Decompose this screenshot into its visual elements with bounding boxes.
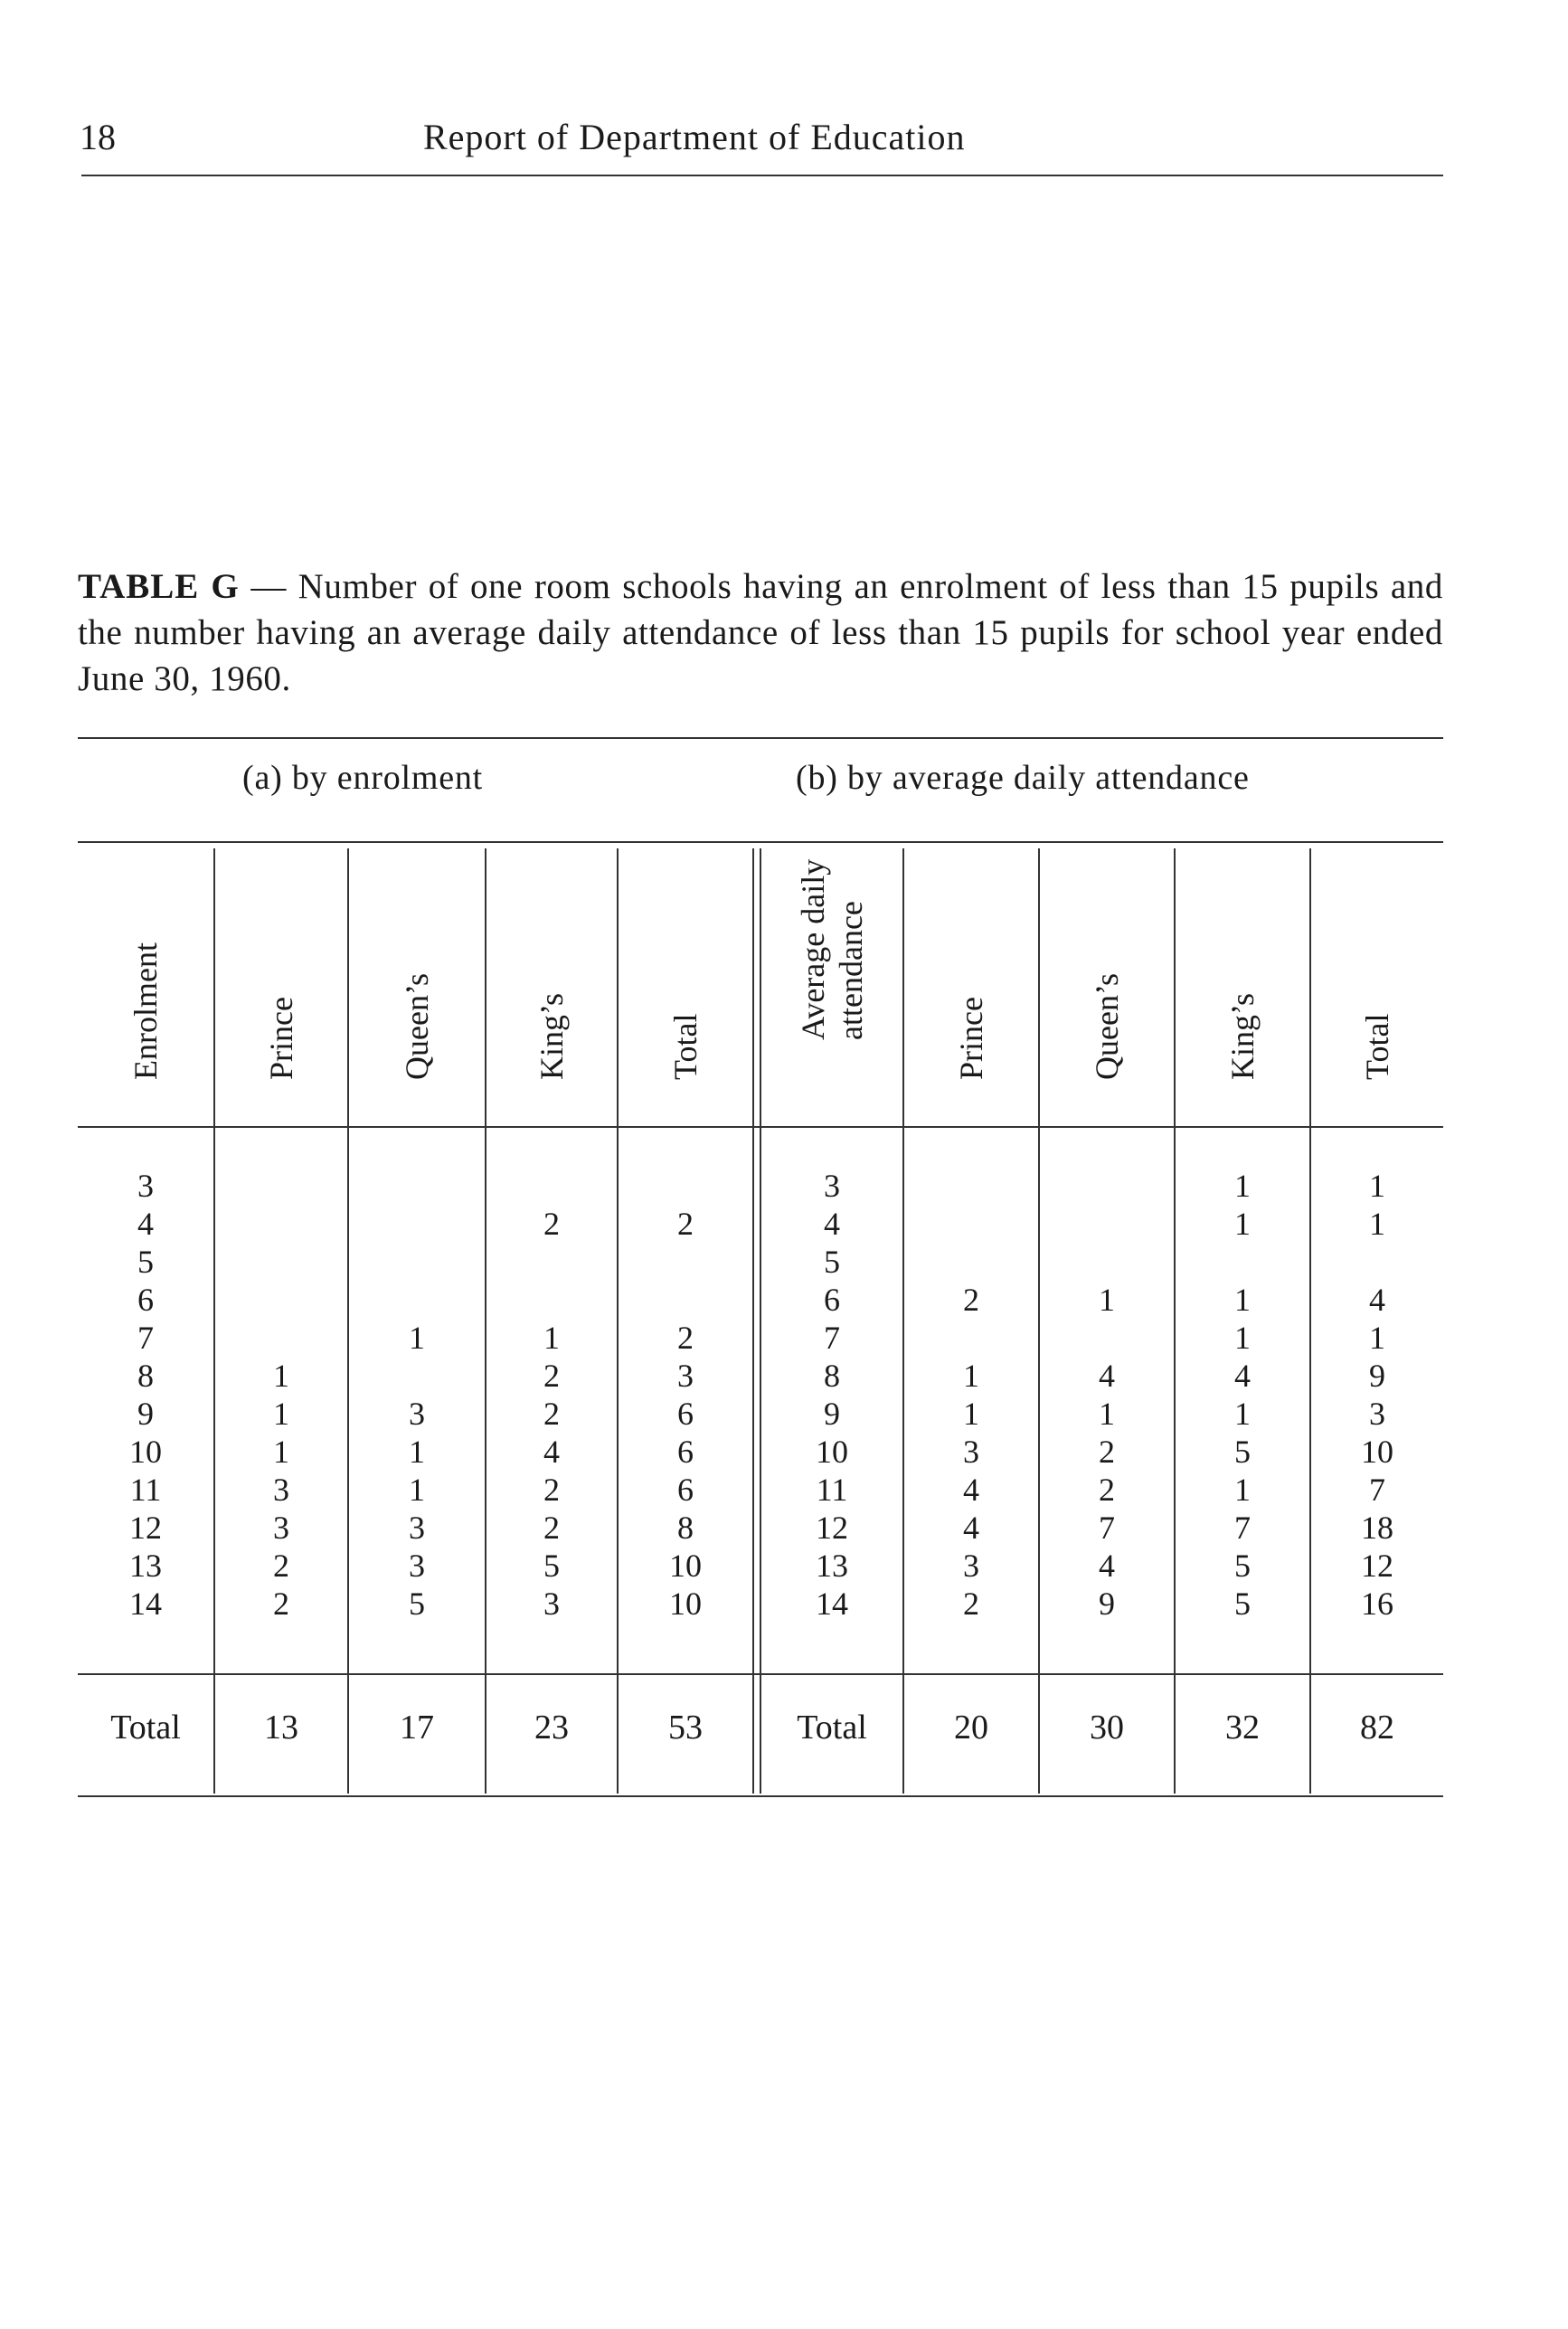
header-attendance [761,850,902,1122]
cell-attendance: 11 [816,1472,848,1508]
cell-b-kings [1176,1243,1309,1281]
cell-b-prince: 2 [963,1282,979,1318]
col-divider-double [752,848,754,1794]
cell-a-total: 8 [677,1510,694,1546]
cell-a-total: 6 [677,1396,694,1432]
cell-b-queens: 2 [1099,1434,1115,1470]
header-a-queens [349,850,485,1122]
cell-b-prince: 4 [963,1472,979,1508]
cell-attendance: 10 [816,1434,848,1470]
total-b-queens: 30 [1090,1709,1124,1747]
cell-b-queens: 4 [1099,1358,1115,1394]
cell-attendance: 3 [824,1168,840,1204]
cell-b-kings: 1 [1234,1168,1251,1204]
cell-b-total: 16 [1361,1586,1393,1622]
cell-a-queens: 1 [409,1434,425,1470]
table-label: TABLE G [78,567,240,606]
cell-a-prince: 3 [273,1472,289,1508]
group-head-enrolment: (a) by enrolment [242,759,484,797]
cell-a-prince: 1 [273,1358,289,1394]
cell-a-queens: 1 [409,1472,425,1508]
cell-a-total: 2 [677,1320,694,1356]
cell-a-total [619,1243,752,1281]
cell-a-queens [349,1243,485,1281]
header-a-total [619,850,752,1122]
total-a-kings: 23 [534,1709,569,1747]
cell-b-total: 9 [1369,1358,1385,1394]
cell-a-kings: 2 [543,1206,560,1242]
cell-attendance: 12 [816,1510,848,1546]
cell-a-prince: 3 [273,1510,289,1546]
cell-enrolment: 14 [129,1586,162,1622]
header-b-kings [1176,850,1309,1122]
header-enrolment [78,850,213,1122]
cell-attendance: 13 [816,1548,848,1584]
cell-b-kings: 4 [1234,1358,1251,1394]
cell-a-queens: 3 [409,1510,425,1546]
group-head-attendance: (b) by average daily attendance [796,759,1250,797]
cell-b-total: 1 [1369,1206,1385,1242]
cell-a-queens: 5 [409,1586,425,1622]
cell-b-kings: 5 [1234,1434,1251,1470]
cell-b-total [1311,1243,1443,1281]
cell-a-prince [215,1205,347,1243]
cell-a-prince: 2 [273,1586,289,1622]
cell-b-queens: 1 [1099,1282,1115,1318]
header-a-prince [215,850,347,1122]
cell-a-total: 10 [669,1586,702,1622]
cell-a-queens: 3 [409,1396,425,1432]
cell-b-kings: 1 [1234,1282,1251,1318]
header-b-queens-text: Queen’s [1089,973,1125,1080]
cell-a-kings: 4 [543,1434,560,1470]
cell-b-kings: 5 [1234,1586,1251,1622]
cell-b-kings: 1 [1234,1206,1251,1242]
cell-attendance: 7 [824,1320,840,1356]
cell-b-kings: 1 [1234,1396,1251,1432]
total-b-total: 82 [1360,1709,1394,1747]
cell-b-queens: 4 [1099,1548,1115,1584]
header-attendance-text [794,859,870,1040]
cell-a-kings: 3 [543,1586,560,1622]
header-a-total-text: Total [667,1013,704,1080]
cell-a-kings: 2 [543,1510,560,1546]
cell-a-total [619,1281,752,1319]
cell-b-total: 4 [1369,1282,1385,1318]
cell-enrolment: 12 [129,1510,162,1546]
cell-b-total: 1 [1369,1320,1385,1356]
total-a-queens: 17 [400,1709,434,1747]
cell-a-kings: 2 [543,1472,560,1508]
header-b-prince-text: Prince [953,997,989,1080]
cell-a-queens: 1 [409,1320,425,1356]
cell-b-kings: 1 [1234,1472,1251,1508]
cell-a-prince: 1 [273,1396,289,1432]
cell-a-prince: 2 [273,1548,289,1584]
cell-b-queens: 7 [1099,1510,1115,1546]
cell-attendance: 8 [824,1358,840,1394]
cell-b-prince: 1 [963,1396,979,1432]
total-a-total: 53 [668,1709,703,1747]
cell-a-total: 3 [677,1358,694,1394]
cell-enrolment: 11 [129,1472,162,1508]
header-a-queens-text: Queen’s [399,973,435,1080]
table-top-rule [78,737,1443,739]
running-head [80,116,1443,161]
cell-attendance: 14 [816,1586,848,1622]
cell-a-kings: 2 [543,1396,560,1432]
cell-a-total: 10 [669,1548,702,1584]
cell-a-kings: 2 [543,1358,560,1394]
cell-b-queens [1040,1243,1174,1281]
cell-b-queens: 2 [1099,1472,1115,1508]
cell-a-queens [349,1205,485,1243]
cell-b-prince: 2 [963,1586,979,1622]
header-b-kings-text: King’s [1224,992,1261,1080]
cell-a-total: 6 [677,1472,694,1508]
cell-b-queens [1040,1167,1174,1205]
cell-b-kings: 5 [1234,1548,1251,1584]
header-b-prince [904,850,1038,1122]
cell-enrolment: 6 [137,1282,154,1318]
cell-enrolment: 13 [129,1548,162,1584]
cell-a-queens [349,1281,485,1319]
cell-a-prince [215,1319,347,1357]
header-b-total [1311,850,1443,1122]
cell-a-queens [349,1357,485,1395]
cell-a-prince [215,1243,347,1281]
total-label-a: Total [110,1709,181,1747]
cell-b-total: 12 [1361,1548,1393,1584]
header-a-kings [486,850,617,1122]
cell-attendance: 5 [824,1244,840,1280]
cell-a-kings [486,1281,617,1319]
header-a-prince-text: Prince [263,997,299,1080]
cell-b-total: 1 [1369,1168,1385,1204]
cell-enrolment: 5 [137,1244,154,1280]
cell-a-kings [486,1167,617,1205]
header-attendance-line1: Average daily [795,858,831,1040]
total-b-prince: 20 [954,1709,988,1747]
table-bottom-rule [78,1795,1443,1797]
cell-b-total: 10 [1361,1434,1393,1470]
cell-enrolment: 10 [129,1434,162,1470]
cell-a-total [619,1167,752,1205]
header-enrolment-text: Enrolment [128,942,164,1080]
cell-enrolment: 8 [137,1358,154,1394]
cell-a-prince: 1 [273,1434,289,1470]
total-a-prince: 13 [264,1709,298,1747]
cell-attendance: 9 [824,1396,840,1432]
cell-a-kings: 5 [543,1548,560,1584]
caption-text: Number of one room schools having an enrolment of less than 15 pupils and the number having an average daily attendance of less than 15 pupils for school year ended June 30, 1960. [78,567,1443,698]
cell-b-queens [1040,1205,1174,1243]
table-caption [78,563,1443,702]
cell-b-total: 3 [1369,1396,1385,1432]
cell-b-total: 7 [1369,1472,1385,1508]
cell-a-total: 6 [677,1434,694,1470]
cell-enrolment: 3 [137,1168,154,1204]
total-b-kings: 32 [1225,1709,1260,1747]
cell-a-prince [215,1281,347,1319]
cell-b-total: 18 [1361,1510,1393,1546]
cell-a-queens: 3 [409,1548,425,1584]
cell-a-queens [349,1167,485,1205]
header-b-queens [1040,850,1174,1122]
cell-b-prince [904,1319,1038,1357]
cell-a-kings: 1 [543,1320,560,1356]
cell-enrolment: 4 [137,1206,154,1242]
page-number: 18 [80,117,116,157]
cell-b-prince [904,1167,1038,1205]
cell-b-prince [904,1205,1038,1243]
cell-b-prince: 3 [963,1548,979,1584]
header-a-kings-text: King’s [534,992,570,1080]
cell-enrolment: 7 [137,1320,154,1356]
cell-b-kings: 7 [1234,1510,1251,1546]
header-b-total-text: Total [1359,1013,1395,1080]
cell-b-queens: 9 [1099,1586,1115,1622]
cell-a-kings [486,1243,617,1281]
running-title: Report of Department of Education [423,117,966,157]
cell-b-queens [1040,1319,1174,1357]
total-label-b: Total [797,1709,867,1747]
cell-a-total: 2 [677,1206,694,1242]
cell-enrolment: 9 [137,1396,154,1432]
cell-b-prince: 3 [963,1434,979,1470]
group-rule [78,841,1443,843]
head-rule [81,175,1443,176]
cell-b-prince: 1 [963,1358,979,1394]
cell-b-prince [904,1243,1038,1281]
header-attendance-line2: attendance [833,901,869,1040]
cell-attendance: 4 [824,1206,840,1242]
caption-dash: — [239,567,298,606]
cell-b-queens: 1 [1099,1396,1115,1432]
cell-b-kings: 1 [1234,1320,1251,1356]
cell-attendance: 6 [824,1282,840,1318]
cell-b-prince: 4 [963,1510,979,1546]
cell-a-prince [215,1167,347,1205]
